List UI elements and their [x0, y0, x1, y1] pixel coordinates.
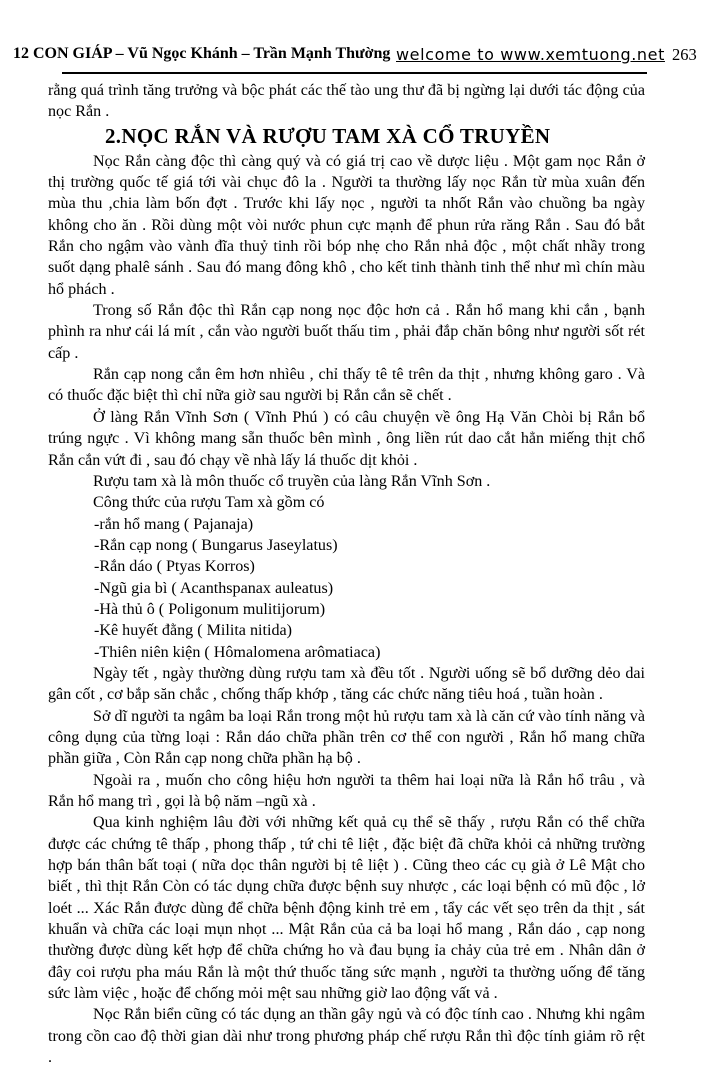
ingredient-item: -Hà thủ ô ( Poligonum mulitijorum): [94, 600, 326, 618]
header-rule: [62, 72, 647, 74]
body-text: [48, 80, 645, 1068]
paragraph-ngay-tet: Ngày tết , ngày thường dùng rượu tam xà đều tốt . Người uống sẽ bổ dưỡng dẻo dai gân cốt , cơ bắp săn chắc , chống thấp khớp , tăng các chức năng tiêu hoá , tuần hoàn .: [48, 664, 645, 704]
section-title: 2.NỌC RẮN VÀ RƯỢU TAM XÀ CỔ TRUYỀN: [105, 123, 551, 148]
paragraph-o-lang: Ở làng Rắn Vĩnh Sơn ( Vĩnh Phú ) có câu chuyện về ông Hạ Văn Chòi bị Rắn bổ trúng ngực . Vì không mang sẵn thuốc bên mình , ông liền rút dao cắt hẳn miếng thịt chổ Rắn cắn vứt đi , sau đó chạy về nhà lấy lá thuốc dịt khỏi .: [48, 408, 645, 469]
paragraph-noc-ran-bien: Nọc Rắn biển cũng có tác dụng an thần gây ngủ và có độc tính cao . Nhưng khi ngâm trong cồn cao độ thời gian dài như trong phương pháp chế rượu Rắn thì độc tính giảm rõ rệt .: [48, 1006, 645, 1067]
paragraph-ngoai-ra: Ngoài ra , muốn cho công hiệu hơn người ta thêm hai loại nữa là Rắn hổ trâu , và Rắn hổ mang trì , gọi là bộ năm –ngũ xà .: [48, 771, 645, 810]
ingredient-item: -rắn hổ mang ( Pajanaja): [94, 515, 254, 533]
ingredient-item: -Rắn cạp nong ( Bungarus Jaseylatus): [94, 536, 338, 554]
ingredient-list: [48, 514, 645, 663]
paragraph-cap-nong: Rắn cạp nong cắn êm hơn nhìêu , chỉ thấy tê tê trên da thịt , nhưng không garo . Và có thuốc đặc biệt thì chỉ nữa giờ sau người bị Rắn cắn sẽ chết .: [48, 366, 645, 405]
ingredient-item: -Rắn dáo ( Ptyas Korros): [94, 558, 255, 576]
paragraph-cong-thuc: Công thức của rượu Tam xà gồm có: [93, 494, 325, 512]
welcome-link[interactable]: welcome to www.xemtuong.net: [396, 45, 665, 64]
paragraph-so-di: Sở dĩ người ta ngâm ba loại Rắn trong một hủ rượu tam xà là căn cứ vào tính năng và công dụng của từng loại : Rắn dáo chữa phần trên cơ thể con người , Rắn hổ mang chữa phần giữa , Còn Rắn cạp nong chữa phần hạ bộ .: [48, 707, 645, 768]
ingredient-item: -Ngũ gia bì ( Acanthspanax auleatus): [94, 579, 334, 597]
ingredient-item: -Thiên niên kiện ( Hômalomena arômatiaca): [94, 643, 381, 661]
paragraph-noc-ran: Nọc Rắn càng độc thì càng quý và có giá trị cao về dược liệu . Một gam nọc Rắn ở thị trường quốc tế giá tới vài chục đô la . Người ta thường lấy nọc Rắn từ mùa xuân đến mùa thu ,chia làm bốn đợt . Trước khi lấy nọc , người ta nhốt Rắn vào chuồng ba ngày không cho ăn . Rồi dùng một vòi nước phun cực mạnh để phun rửa răng Rắn . Sau đó bắt Rắn cho ngậm vào vành đĩa thuỷ tinh rồi bóp nhẹ cho Rắn nhả độc , một chất nhầy trong suốt dạng phalê sánh . Sau đó mang đông khô , cho kết tinh thành tinh thể như mì chín màu hổ phách .: [48, 152, 645, 298]
book-title: 12 CON GIÁP – Vũ Ngọc Khánh – Trần Mạnh Thường: [13, 45, 391, 62]
ingredient-item: -Kê huyết đằng ( Milita nitida): [94, 622, 292, 640]
page-number: 263: [672, 45, 697, 64]
paragraph-qua-kinh-nghiem: Qua kinh nghiệm lâu đời với những kết quả cụ thể sẽ thấy , rượu Rắn có thể chữa được các chứng tê thấp , phong thấp , tứ chi tê liệt , đặc biệt đã chữa khỏi cả những trường hợp bán thân bất toại ( nữa dọc thân người bị tê liệt ) . Cũng theo các cụ già ở Lê Mật cho biết , thì thịt Rắn Còn có tác dụng chữa được bệnh suy nhược , các loại bệnh có mũ độc , lở loét ... Xác Rắn được dùng để chữa bệnh động kinh trẻ em , tẩy các vết sẹo trên da thịt , sát khuẩn và chữa các loại mụn nhọt ... Mật Rắn của cả ba loại hổ mang , Rắn dáo , cạp nong thường được dùng kết hợp để chữa chứng ho và đau bụng ỉa chảy của trẻ em . Nhân dân ở đây coi rượu pha máu Rắn là một thứ thuốc tăng sức mạnh , người ta thường uống để tăng sức làm việc , hoặc để chống mỏi mệt sau những giờ lao động vất vả .: [48, 814, 645, 1003]
paragraph-trong-so: Trong số Rắn độc thì Rắn cạp nong nọc độc hơn cả . Rắn hổ mang khi cắn , bạnh phình ra như cái lá mít , cắn vào người buốt thấu tim , phải đắp chăn bông như người sốt rét cấp .: [48, 302, 645, 362]
paragraph-ruou-tam-xa: Rượu tam xà là môn thuốc cổ truyền của làng Rắn Vĩnh Sơn .: [93, 472, 491, 490]
paragraph-continuation: rằng quá trình tăng trưởng và bộc phát các thế tào ung thư đã bị ngừng lại dưới tác động của nọc Rắn .: [48, 82, 645, 121]
